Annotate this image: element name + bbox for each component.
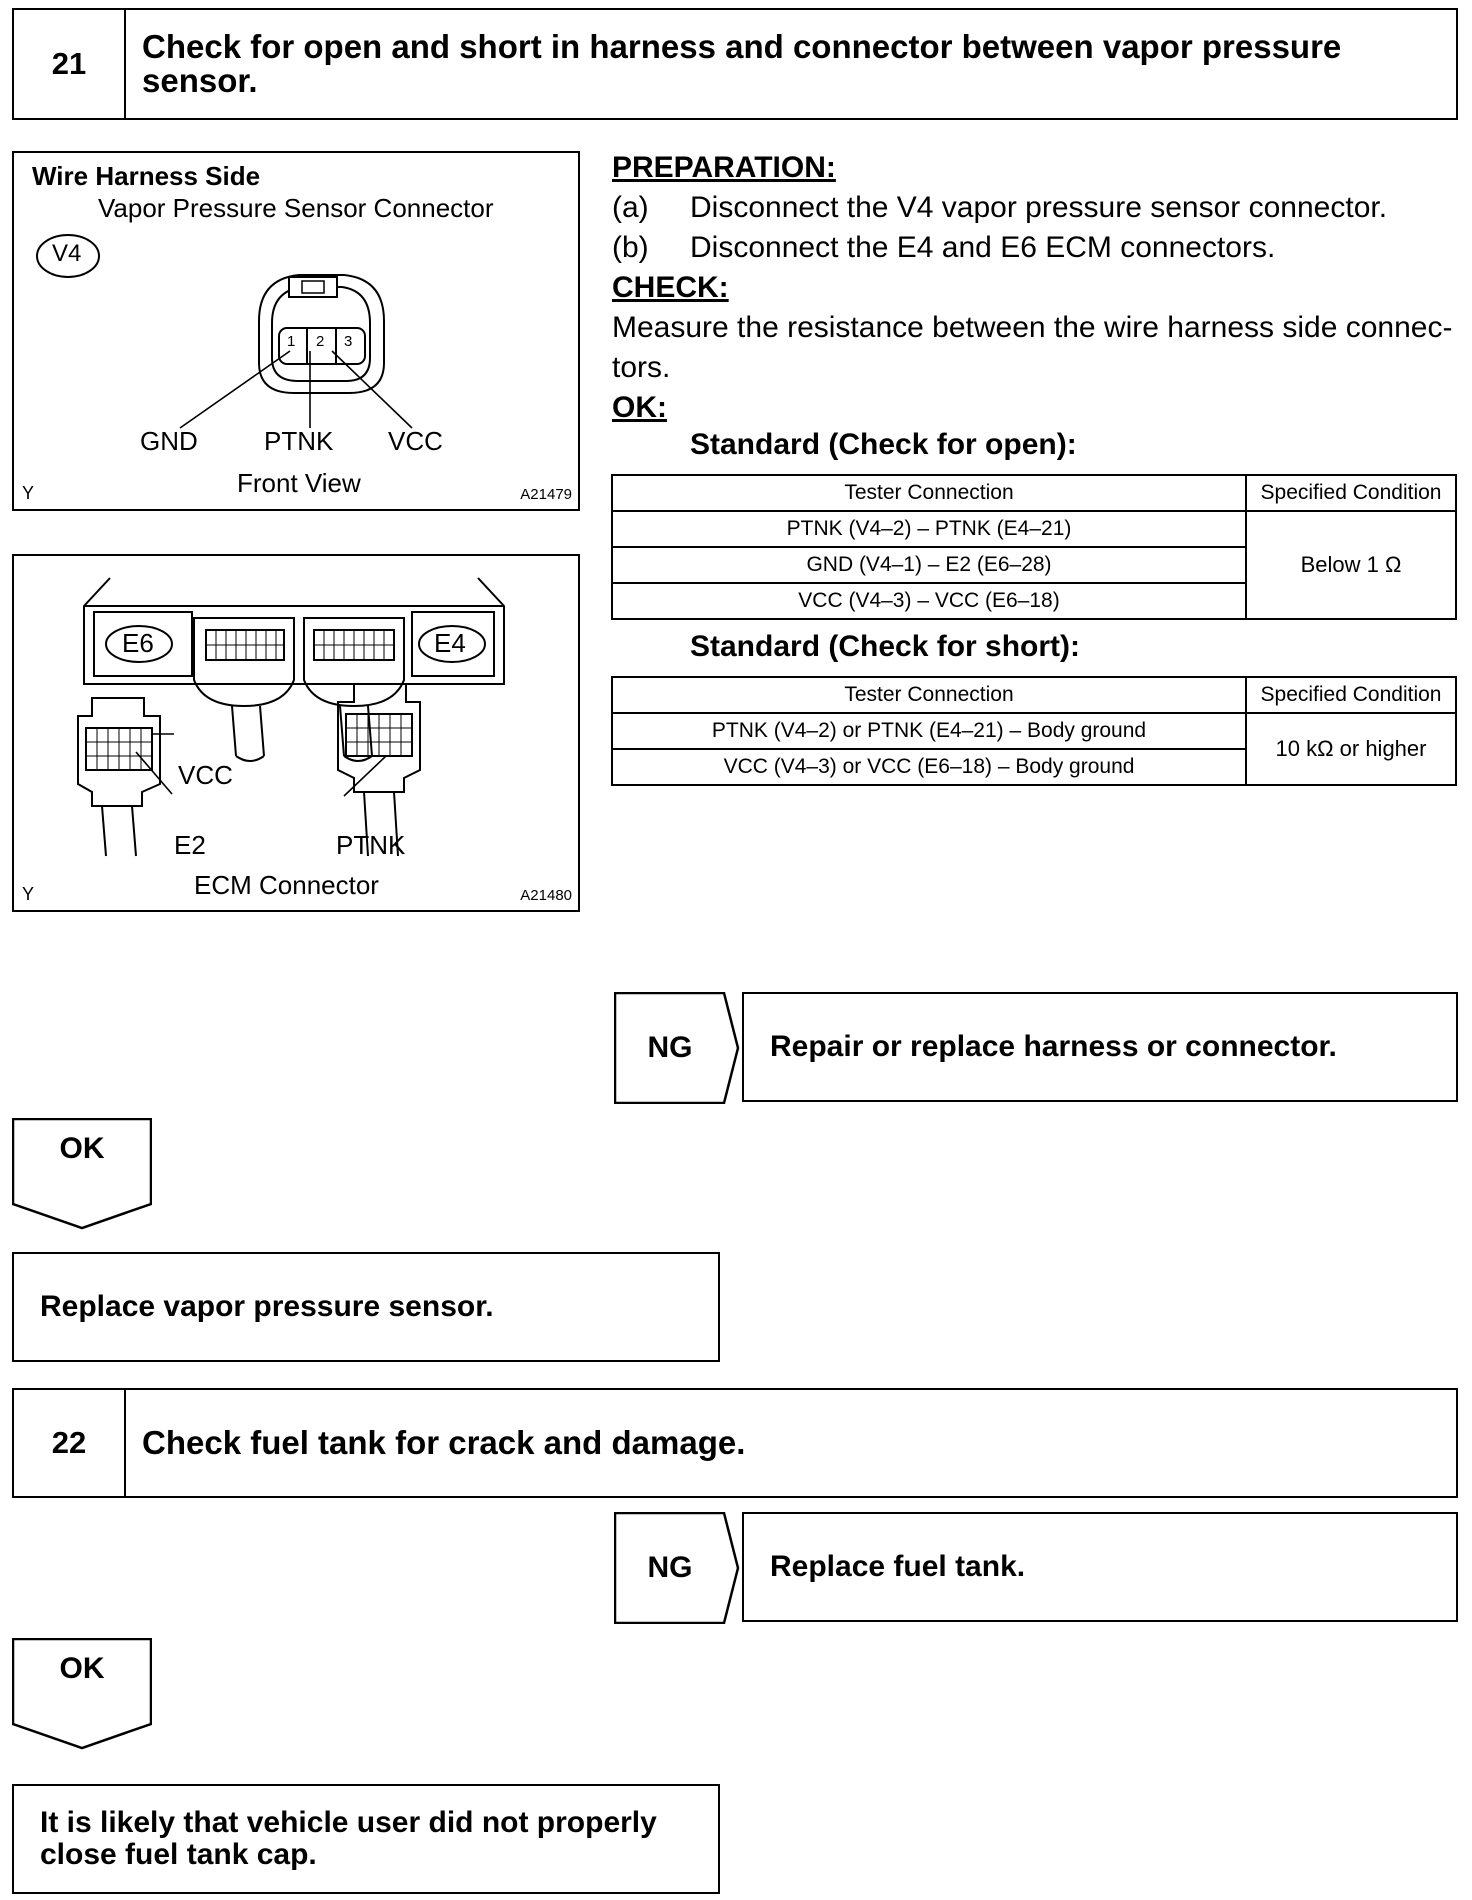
terminal-grid-mounted — [206, 630, 394, 660]
pin-2-label: 2 — [316, 333, 325, 350]
ok-action-line-2: close fuel tank cap. — [40, 1838, 317, 1871]
step-22-ng-arrow — [614, 1512, 740, 1624]
tester-connection-cell: VCC (V4–3) – VCC (E6–18) — [612, 583, 1246, 619]
ok-label: OK — [59, 1132, 105, 1165]
col-header-tester: Tester Connection — [612, 475, 1246, 511]
sensor-connector-diagram — [12, 151, 580, 511]
col-header-tester: Tester Connection — [612, 677, 1246, 713]
front-view-label: Front View — [237, 468, 361, 498]
col-header-condition: Specified Condition — [1246, 475, 1456, 511]
pin-1-label: 1 — [287, 333, 296, 350]
corner-letter: Y — [22, 483, 35, 503]
procedure-text — [612, 148, 1462, 428]
wire-harness-side-label: Wire Harness Side — [32, 161, 261, 191]
figure-id: A21479 — [520, 486, 572, 503]
ecm-connector-drawing — [14, 556, 578, 910]
tester-connection-cell: VCC (V4–3) or VCC (E6–18) – Body ground — [612, 749, 1246, 785]
standard-open-title: Standard (Check for open): — [690, 428, 1077, 461]
ptnk-label: PTNK — [336, 830, 406, 860]
ecm-connector-caption: ECM Connector — [194, 870, 379, 900]
col-header-condition: Specified Condition — [1246, 677, 1456, 713]
step-21-ng-arrow — [614, 992, 740, 1104]
standard-open-table — [611, 474, 1457, 620]
e4-label: E4 — [434, 628, 466, 658]
ng-label: NG — [647, 1551, 693, 1584]
ng-label: NG — [647, 1031, 693, 1064]
standard-short-title: Standard (Check for short): — [690, 630, 1081, 663]
step-21-ok-action: Replace vapor pressure sensor. — [12, 1252, 720, 1362]
table-row — [612, 713, 1456, 749]
ecm-connector-diagram — [12, 554, 580, 912]
step-22-header — [12, 1388, 1458, 1498]
pin-3-label: 3 — [344, 333, 353, 350]
table-header-row — [612, 677, 1456, 713]
step-22-ng-action: Replace fuel tank. — [742, 1512, 1458, 1622]
ptnk-label: PTNK — [264, 426, 334, 456]
preparation-step-b: (b) Disconnect the E4 and E6 ECM connectors. — [612, 231, 1276, 264]
ok-action-line-1: It is likely that vehicle user did not properly — [40, 1806, 657, 1839]
tester-connection-cell: PTNK (V4–2) or PTNK (E4–21) – Body ground — [612, 713, 1246, 749]
table-header-row — [612, 475, 1456, 511]
ok-heading: OK: — [612, 391, 667, 424]
gnd-label: GND — [140, 426, 198, 456]
left-harness-connector — [78, 698, 160, 856]
step-21-ng-action: Repair or replace harness or connector. — [742, 992, 1458, 1102]
check-text-line-2: tors. — [612, 351, 671, 384]
figure-id: A21480 — [520, 887, 572, 904]
e6-label: E6 — [122, 628, 154, 658]
standard-short-table — [611, 676, 1457, 786]
step-21-header — [12, 8, 1458, 120]
preparation-step-a: (a) Disconnect the V4 vapor pressure sensor connector. — [612, 191, 1388, 224]
ok-label: OK — [59, 1652, 105, 1685]
vcc-leader — [332, 351, 412, 428]
step-21-title: Check for open and short in harness and connector between vapor pressure sensor. — [142, 28, 1342, 99]
tester-connection-cell: GND (V4–1) – E2 (E6–28) — [612, 547, 1246, 583]
step-22-ok-arrow — [12, 1638, 152, 1750]
v4-connector-label: V4 — [52, 240, 82, 267]
vcc-label: VCC — [388, 426, 443, 456]
step-22-title: Check fuel tank for crack and damage. — [142, 1424, 746, 1461]
step-21-number: 21 — [14, 10, 126, 118]
check-heading: CHECK: — [612, 271, 729, 304]
vcc-label: VCC — [178, 760, 233, 790]
tester-connection-cell: PTNK (V4–2) – PTNK (E4–21) — [612, 511, 1246, 547]
corner-letter: Y — [22, 884, 35, 904]
specified-condition-cell: Below 1 Ω — [1246, 511, 1456, 619]
check-text-line-1: Measure the resistance between the wire harness side connec- — [612, 311, 1453, 344]
preparation-heading: PREPARATION: — [612, 151, 836, 184]
connector-latch — [289, 277, 337, 297]
specified-condition-cell: 10 kΩ or higher — [1246, 713, 1456, 785]
table-row — [612, 511, 1456, 547]
step-21-ok-arrow — [12, 1118, 152, 1230]
step-22-ok-action — [12, 1784, 720, 1894]
sensor-connector-title: Vapor Pressure Sensor Connector — [98, 193, 494, 223]
step-22-number: 22 — [14, 1390, 126, 1496]
e2-label: E2 — [174, 830, 206, 860]
